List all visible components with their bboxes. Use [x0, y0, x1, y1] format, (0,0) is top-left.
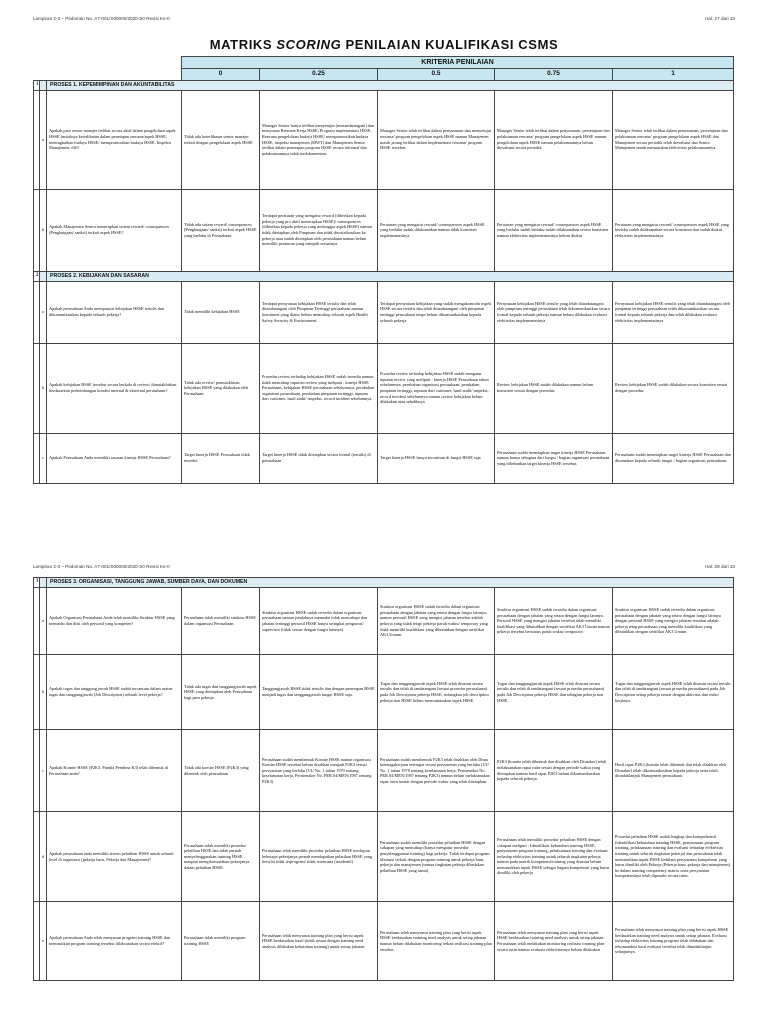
score-header-3: 0.75: [495, 69, 613, 80]
score-cell-3: Manager Senior telah terlibat dalam penyusunan, persetujuan dan pelaksanaan rencana/ program pengelolaan aspek HSSE namun pengelolaan aspek HSSE namun pelaksanaannya belum dievaluasi secara periodik: [495, 90, 613, 189]
score-cell-1: Target kinerja HSSE tidak ditetapkan secara formal (tertulis) di perusahaan: [260, 433, 378, 483]
score-cell-4: Review kebijakan HSSE sudah dilakukan secara konsisten sesuai dengan prosedur.: [613, 343, 734, 433]
row-letter: a: [40, 281, 47, 343]
section-fill: [40, 80, 47, 90]
score-cell-4: Manager Senior telah terlibat dalam penyusunan, persetujuan dan pelaksanaan rencana/ program pengelolaan aspek HSSE dan Manajemen secara periodik telah dievaluasi dan Senior Manajemen untuk memastikan efektivitas pelaksanaannya.: [613, 90, 734, 189]
section-fill: [40, 578, 47, 588]
question-cell: Apakah perusahaan Anda telah menyusun program training HSSE dan memastikan program training tersebut dilaksanakan secara efektif?: [47, 902, 182, 981]
criteria-row: [34, 655, 734, 730]
score-cell-3: Tugas dan tanggungjawab aspek HSSE telah disusun secara tertulis dan telah di tandatangani (sesuai prosedur perusahaan) pada Job Description pekerja HSSE dan sebagian pekerja non HSSE.: [495, 655, 613, 730]
section-fill: [40, 271, 47, 281]
criteria-row: [34, 730, 734, 812]
row-letter: c: [40, 730, 47, 812]
score-cell-1: Struktur organisasi HSSE sudah tersedia dalam organisasi perusahaan namun jumlahnya memadai tidak mencakupi dan jabatan tertinggi personil HSSE hanya setingkat pengawas/ supervisor (tidak sesuai dengan fungsi lainnya).: [260, 588, 378, 655]
score-cell-1: Terdapat pernyataan kebijakan HSSE tertulis dan telah ditandatangani oleh Pimpinan Tertinggi perusahaan namun komitmen yang diatur belum mencakup seluruh aspek Health Safety Security & Environment.: [260, 281, 378, 343]
question-cell: Apakah Perusahaan Anda memiliki sasaran kinerja HSSE Perusahaan?: [47, 433, 182, 483]
score-cell-0: Perusahaan tidak memiliki program training HSSE: [182, 902, 260, 981]
score-cell-4: Hasil rapat P2K3 (komite telah dibentuk dan telah disahkan oleh Disnaker) telah dikomunikasikan kepada pekerja serta telah ditindaklanjuti Manajemen perusahaan.: [613, 730, 734, 812]
score-header-2: 0.5: [378, 69, 495, 80]
score-cell-0: Tidak ada keterlibatan senior manajer terkait dengan pengelolaan aspek HSSE: [182, 90, 260, 189]
row-letter: b: [40, 343, 47, 433]
score-cell-1: Perusahaan telah memiliki prosedur pelatihan HSSE meskipun beberapa pekerjanya pernah mendapatkan pelatihan HSSE yang bersifat tidak terprogram/ tidak terencana (insidentil): [260, 812, 378, 902]
criteria-row: [34, 343, 734, 433]
question-cell: Apakah Komite HSSE (P2K3, Panitia Pembina K3) telah dibentuk di Perusahaan anda?: [47, 730, 182, 812]
question-cell: Apakah perusahaan anda memiliki sistem pelatihan HSSE untuk seluruh level di organisasi (pekerja baru, Pekerja dan Manajemen)?: [47, 812, 182, 902]
row-letter: d: [40, 812, 47, 902]
score-cell-2: Tugas dan tanggungjawab aspek HSSE telah disusun secara tertulis dan telah di tandatangani (sesuai prosedur perusahaan) pada Job Description pekerja HSSE, sedangkan job description pekerja non HSSE belum mencantumkan aspek HSSE.: [378, 655, 495, 730]
score-cell-2: Target kinerja HSSE hanya tercantum di fungsi HSSE saja: [378, 433, 495, 483]
scoring-matrix-table-page-2: [33, 577, 734, 981]
score-cell-2: Peraturan yang mengatur reward/ consequences aspek HSSE yang berlaku sudah dilaksanakan namun tidak konsisten implementasinya: [378, 189, 495, 271]
score-cell-4: Tugas dan tanggungjawab aspek HSSE telah disusun secara tertulis dan telah di tandatangani (sesuai prosedur perusahaan) pada Job Description setiap pekerja sesuai dengan aktivitas dan risiko kerjanya.: [613, 655, 734, 730]
section-row: [34, 578, 734, 588]
score-cell-3: Review kebijakan HSSE sudah dilakukan namun belum konsisten sesuai dengan prosedur.: [495, 343, 613, 433]
header-document-ref: Lampiran 2-3 – Pedoman No. A7-001/S00000/2020-S0 Revisi Ke-0: [33, 564, 170, 569]
score-cell-3: Pernyataan kebijakan HSSE tertulis yang telah ditandatangani oleh pimpinan tertinggi perusahaan telah dikomunikasikan secara formal kepada seluruh pekerja namun belum dilakukan evaluasi efektivitas implementasinya: [495, 281, 613, 343]
score-cell-0: Perusahaan tidak memiliki struktur HSSE dalam organisasi Perusahaan: [182, 588, 260, 655]
score-cell-2: Perusahaan sudah membentuk P2K3 telah disahkan oleh Dinas ketenagakerjaan setempat sesuai persyaratan yang berlaku (UU No. 1 tahun 1970 tentang keselamatan kerja, Permenaker No. PER.04/MEN/1987 tentang P2K3) namun belum melaksanakan rapat rutin sesuai dengan periode waktu yang telah ditetapkan.: [378, 730, 495, 812]
criteria-row: [34, 812, 734, 902]
score-cell-0: Perusahaan tidak memiliki prosedur pelatihan HSSE dan tidak pernah menyelenggarakan training HSSE maupun mengikutsertakan pekerjanya dalam pelatihan HSSE.: [182, 812, 260, 902]
score-cell-0: Tidak ada sistem reward/ consequences (Penghargaan/ sanksi) terkait aspek HSSE yang berlaku di Perusahaan: [182, 189, 260, 271]
score-cell-2: Prosedur review terhadap kebijakan HSSE sudah mengatur inputan review yang meliputi : kinerja HSSE Perusahaan tahun sebelumnya, perubahan organisasi perusahaan, perubahan pimpinan tertinggi, inputan dari customer, hasil audit/ inspeksi, record incident sebelumnya namun review kebijakan belum dilakukan atau sebaliknya: [378, 343, 495, 433]
criteria-row: [34, 902, 734, 981]
score-cell-4: Perusahaan telah menyusun training plan yang berisi aspek HSSE berdasarkan training need analysis untuk setiap jabatan, Evaluasi terhadap efektivitas training program telah dilakukan dan rekomendasi hasil evaluasi tersebut telah ditindaklanjuti selanjutnya.: [613, 902, 734, 981]
score-cell-4: Struktur organisasi HSSE sudah tersedia dalam organisasi perusahaan dengan jabatan yang setara dengan fungsi lainnya dengan personil HSSE yang mengisi jabatan tersebut adalah pekerja tetap perusahaan yang memiliki kualifikasi yang dibutuhkan dengan sertifikat AK3 Umum.: [613, 588, 734, 655]
score-cell-0: Tidak ada review/ pemutakhiran kebijakan HSSE yang dilakukan oleh Perusahaan: [182, 343, 260, 433]
score-header-1: 0.25: [260, 69, 378, 80]
score-cell-0: Target kinerja HSSE Perusahaan tidak tersedia: [182, 433, 260, 483]
page-title: MATRIKS SCORING PENILAIAN KUALIFIKASI CSMS: [209, 37, 559, 52]
score-cell-0: Tidak memiliki kebijakan HSSE: [182, 281, 260, 343]
score-cell-4: Perusahaan sudah menetapkan target kinerja HSSE Perusahaan dan diturunkan kepada seluruh fungsi / bagian organisasi perusahaan.: [613, 433, 734, 483]
score-cell-2: Manager Senior telah terlibat dalam penyusunan dan menyetujui rencana/ program pengelolaan aspek HSSE namun Manajemen masih jarang terlibat dalam implementasi rencana/ program HSSE tersebut.: [378, 90, 495, 189]
score-header-0: 0: [182, 69, 260, 80]
page-header: [33, 16, 735, 21]
score-cell-2: Struktur organisasi HSSE sudah tersedia dalam organisasi perusahaan dengan jabatan yang setara dengan fungsi lainnya, namun personil HSSE yang mengisi jabatan tersebut adalah pekerja yang tidak tetap/ pekerja paruh waktu/ temporary yang tidak memiliki kualifikasi yang dibutuhkan dengan sertifikat AK3 Umum.: [378, 588, 495, 655]
criteria-row: [34, 90, 734, 189]
row-letter: c: [40, 433, 47, 483]
score-cell-3: Perusahaan telah menyusun training plan yang berisi aspek HSSE berdasarkan training need analysis untuk setiap jabatan. Perusahaan telah melakukan monitoring realisasi training plan secara rutin namun evaluasi efektivitasnya belum dilakukan: [495, 902, 613, 981]
criteria-row: [34, 281, 734, 343]
header-page-number: Hal. 28 dari 33: [705, 564, 735, 569]
score-cell-4: Prosedur pelatihan HSSE sudah lengkap dan komprehensif (identifikasi kebutuhan training HSSE, penyusunan program training, pelaksanaan training dan evaluasi terhadap efektivitas training untuk seluruh tingkatan pekerja) dan perusahaan telah memasukkan aspek HSSE kedalam persyaratan kompetensi yang harus dimiliki oleh Pekerja (Pekerja baru, pekerja dan manajemen) ke dalam training competency matrix serta persyaratan kompetensinya telah dipenuhi secara rutin.: [613, 812, 734, 902]
section-number: 2: [34, 271, 40, 281]
criteria-row: [34, 588, 734, 655]
score-cell-1: Terdapat peraturan yang mengatur reward (diberikan kepada pekerja yang pro aktif menerapkan HSSE)/ consequences (diberikan kepada pekerja yang melanggar aspek HSSE) namun tidak ditetapkan oleh Pimpinan dan tidak disosialisasikan ke pekerja atau sudah ditetapkan oleh perusahaan namun belum memiliki peraturan yang menjadi sesuainya.: [260, 189, 378, 271]
scoring-matrix-table-page-1: [33, 56, 734, 484]
question-cell: Apakah para senior manajer terlibat secara aktif dalam pengelolaan aspek HSSE (misalnya keterlibatan dalam penetapan rencana/aspek HSSE, meningkatkan budaya HSSE/ mempromosikan budaya HSSE, Inspeksi Manajemen, dll)?: [47, 90, 182, 189]
row-letter: e: [40, 902, 47, 981]
score-cell-3: P2K3 (komite telah dibentuk dan disahkan oleh Disnaker) telah melaksanakan rapat rutin sesuai dengan periode waktu yang ditetapkan namun hasil rapat P2K3 belum dikomunikasikan kepada seluruh pekerja.: [495, 730, 613, 812]
section-title: PROSES 3. ORGANISASI, TANGGUNG JAWAB, SUMBER DAYA, DAN DOKUMEN: [47, 578, 734, 588]
question-cell: Apakah Organisasi Perusahaan Anda telah memiliki Struktur HSSE yang memadai dan diisi oleh personil yang kompeten?: [47, 588, 182, 655]
criteria-header: KRITERIA PENILAIAN: [182, 57, 734, 69]
score-cell-3: Perusahaan telah memiliki prosedur pelatihan HSSE dengan cakupan meliputi : Identifikasi kebutuhan training HSSE, penyusunan program training, pelaksanaan training dan evaluasi terhadap efektivitas training untuk seluruh tingkatan pekerja namun pada matrik kompetensi/training yang disusun belum memasukkan aspek HSSE sebagai bagian kompetensi yang harus dimiliki oleh pekerja: [495, 812, 613, 902]
section-row: [34, 271, 734, 281]
section-number: 3: [34, 578, 40, 588]
section-number: 1: [34, 80, 40, 90]
row-letter: a: [40, 588, 47, 655]
question-cell: Apakah Manajemen Senior menerapkan sistem reward/ consequences (Penghargaan/ sanksi) terkait aspek HSSE?: [47, 189, 182, 271]
row-letter: a: [40, 90, 47, 189]
score-cell-1: Perusahaan sudah membentuk Komite HSSE namun organisasi Komite HSSE tersebut belum disahkan menjadi P2K3 sesuai persyaratan yang berlaku (UU No. 1 tahun 1970 tentang keselamatan kerja, Permenaker No. PER.04/MEN/1987 tentang P2K3): [260, 730, 378, 812]
score-cell-3: Peraturan yang mengatur reward/ consequences aspek HSSE yang berlaku sudah berlaku sudah dilaksanakan secara konsisten namun efektivitas implementasinya belum diukur: [495, 189, 613, 271]
question-cell: Apakah kebijakan HSSE tersebut secara berkala di review/ dimutakhirkan berdasarkan perkembangan kondisi internal & eksternal perusahaan?: [47, 343, 182, 433]
score-cell-3: Perusahaan sudah menetapkan target kinerja HSSE Perusahaan namun hanya sebagian dari fungsi / bagian organisasi perusahaan yang dibebankan target kinerja HSSE tersebut.: [495, 433, 613, 483]
header-blank-cell: [34, 57, 182, 81]
row-letter: b: [40, 189, 47, 271]
score-cell-1: Tanggungjawab HSSE tidak tertulis dan dengan penerapan HSSE menjadi tugas dan tanggungjawab fungsi HSSE saja.: [260, 655, 378, 730]
score-cell-2: Terdapat pernyataan kebijakan yang sudah mengakomodir aspek HSSE secara tertulis dan telah ditandatangani oleh pimpinan tertinggi perusahaan tetapi belum dikomunikasikan kepada seluruh pekerja: [378, 281, 495, 343]
header-document-ref: Lampiran 2-3 – Pedoman No. A7-001/S00000/2020-S0 Revisi Ke-0: [33, 16, 170, 21]
section-title: PROSES 1. KEPEMIMPINAN DAN AKUNTABILITAS: [47, 80, 734, 90]
page-header-2: [33, 564, 735, 569]
criteria-row: [34, 433, 734, 483]
score-cell-1: Perusahaan telah menyusun training plan yang berisi aspek HSSE berdasarkan hasil (tidak sesuai dengan training need analysis dilakukan kebutuhan training) untuk setiap jabatan.: [260, 902, 378, 981]
score-cell-2: Perusahaan sudah memiliki prosedur pelatihan HSSE dengan cakupan yang mencakup (hanya mengatur prosedur penyelenggaraan training) bagi pekerja. Tidak terdapat program klinisasi terkait dengan program training untuk pekerja baru, pekerja dan manajemen (semua tingkatan pekerja dibedakan pelatihan HSSE yang sama).: [378, 812, 495, 902]
score-cell-1: Prosedur review terhadap kebijakan HSSE sudah tersedia namun tidak mencakup input/an review yang meliputi : kinerja HSSE Perusahaan, kebijakan HSSE perusahaan sebelumnya, perubahan organisasi perusahaan, perubahan pimpinan tertinggi, inputan dari customer, hasil audit/ inspeksi, record incident sebelumnya.: [260, 343, 378, 433]
score-cell-4: Peraturan yang mengatur reward/ consequences aspek HSSE yang berlaku sudah dilaksanakan secara konsisten dan sudah diukur efektivitas implementasinya.: [613, 189, 734, 271]
header-page-number: Hal. 27 dari 33: [705, 16, 735, 21]
question-cell: Apakah tugas dan tanggung jawab HSSE sudah tercantum dalam uraian tugas dan tanggungjawab (Job Description) seluruh level pekerja?: [47, 655, 182, 730]
section-title: PROSES 2. KEBIJAKAN DAN SASARAN: [47, 271, 734, 281]
score-cell-3: Struktur organisasi HSSE sudah tersedia dalam organisasi perusahaan dengan jabatan yang setara dengan fungsi lainnya. Personil HSSE yang mengisi jabatan tersebut telah memiliki kualifikasi yang dibutuhkan dengan sertifikat AK3 Umum namun pekerja tersebut berstatus paruh waktu/ temporary.: [495, 588, 613, 655]
score-cell-0: Tidak ada tugas dan tanggungjawab aspek HSSE yang ditetapkan oleh Perusahaan bagi para pekerja: [182, 655, 260, 730]
score-cell-4: Pernyataan kebijakan HSSE tertulis yang telah ditandatangani oleh pimpinan tertinggi perusahaan telah dikomunikasikan secara formal kepada seluruh pekerja dan telah dilakukan evaluasi efektivitas implementasinya: [613, 281, 734, 343]
score-cell-2: Perusahaan telah menyusun training plan yang berisi aspek HSSE berdasarkan training need analysis untuk setiap jabatan namun belum dilakukan monitoring terkait realisasi training plan tersebut.: [378, 902, 495, 981]
section-row: [34, 80, 734, 90]
score-cell-1: Manager Senior hanya terlibat menyetujui (menandatangani) dan menyusun Rencana Kerja HSSE, Program implementasi HSSE, Rencana pengelolaan budaya HSSE/ mempromosikan budaya HSSE, inspeksi manajemen (MWT) dan Manajemen Senior terlibat dalam penerapan program HSSE secara informal dan pelaksanaannya tidak terdokumentasi.: [260, 90, 378, 189]
row-letter: b: [40, 655, 47, 730]
question-cell: Apakah perusahaan Anda mempunyai kebijakan HSSE tertulis dan dikomunikasikan kepada seluruh pekerja?: [47, 281, 182, 343]
score-cell-0: Tidak ada komite HSSE (P2K3) yang dibentuk oleh perusahaan: [182, 730, 260, 812]
criteria-row: [34, 189, 734, 271]
criteria-header-row: [34, 57, 734, 69]
score-header-4: 1: [613, 69, 734, 80]
